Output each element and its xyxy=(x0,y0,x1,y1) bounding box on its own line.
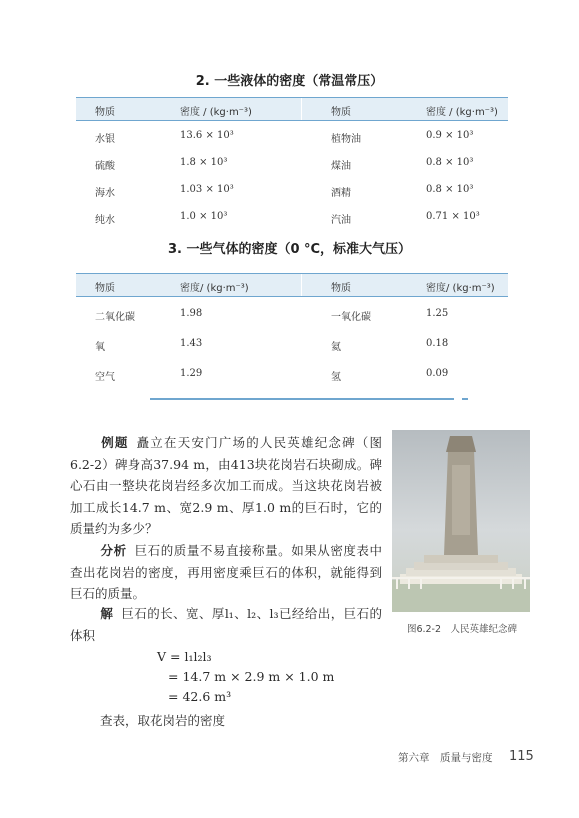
table2-cell: 酒精 xyxy=(331,188,351,199)
analysis-label: 分析 xyxy=(100,543,127,558)
table2-cell: 1.8 × 10³ xyxy=(180,157,228,168)
table2-header-density-2: 密度 / (kg·m⁻³) xyxy=(426,107,498,118)
table2-title: 2. 一些液体的密度（常温常压） xyxy=(195,74,384,89)
table3-cell: 一氧化碳 xyxy=(331,312,371,323)
table2-cell: 1.03 × 10³ xyxy=(180,184,234,195)
table3-header-substance-2: 物质 xyxy=(331,283,351,294)
table3-cell: 氧 xyxy=(95,342,105,353)
table2-cell: 植物油 xyxy=(331,134,361,145)
figure-caption: 图6.2-2 人民英雄纪念碑 xyxy=(406,624,518,635)
lookup-text: 查表，取花岗岩的密度 xyxy=(100,713,226,728)
table2-cell: 海水 xyxy=(95,188,115,199)
example-text: 矗立在天安门广场的人民英雄纪念碑（图6.2-2）碑身高37.94 m，由413块花岗岩石块砌成。碑心石由一整块花岗岩经多次加工而成。当这块花岗岩被加工成长14.7 m、宽2.9 m、厚1.0 m的巨石时，它的质量约为多少？ xyxy=(70,435,382,536)
table3-cell: 0.09 xyxy=(426,368,449,379)
table3-header-substance-1: 物质 xyxy=(95,283,115,294)
table2-cell: 1.0 × 10³ xyxy=(180,211,228,222)
table2-cell: 纯水 xyxy=(95,215,115,226)
table2-cell: 0.71 × 10³ xyxy=(426,211,480,222)
table2-cell: 煤油 xyxy=(331,161,351,172)
page-number: 115 xyxy=(509,749,534,764)
table3-header xyxy=(76,273,508,297)
table2-header xyxy=(76,97,508,121)
table3-title: 3. 一些气体的密度（0 °C，标准大气压） xyxy=(167,242,412,257)
table-end-divider-tick xyxy=(462,398,468,400)
example-paragraph xyxy=(70,432,382,540)
table3-cell: 1.43 xyxy=(180,338,203,349)
table3-cell: 0.18 xyxy=(426,338,449,349)
table3-cell: 空气 xyxy=(95,372,115,383)
table2-cell: 汽油 xyxy=(331,215,351,226)
table3-cell: 二氧化碳 xyxy=(95,312,135,323)
table3-cell: 1.25 xyxy=(426,308,449,319)
solution-text: 巨石的长、宽、厚l₁、l₂、l₃已经给出，巨石的体积 xyxy=(70,606,382,643)
table2-cell: 水银 xyxy=(95,134,115,145)
table3-cell: 1.98 xyxy=(180,308,203,319)
table2-header-substance-1: 物质 xyxy=(95,107,115,118)
solution-paragraph xyxy=(70,603,382,646)
equation-line-2: = 14.7 m × 2.9 m × 1.0 m xyxy=(168,669,335,684)
table2-cell: 0.9 × 10³ xyxy=(426,130,474,141)
table3-cell: 1.29 xyxy=(180,368,203,379)
chapter-footer: 第六章 质量与密度 xyxy=(398,752,493,764)
analysis-text: 巨石的质量不易直接称量。如果从密度表中查出花岗岩的密度，再用密度乘巨石的体积，就能得到巨石的质量。 xyxy=(70,543,382,601)
monument-illustration xyxy=(392,430,530,612)
table2-cell: 0.8 × 10³ xyxy=(426,184,474,195)
table2-header-substance-2: 物质 xyxy=(331,107,351,118)
solution-label: 解 xyxy=(100,606,114,621)
table2-cell: 硫酸 xyxy=(95,161,115,172)
table2-cell: 13.6 × 10³ xyxy=(180,130,234,141)
table-end-divider xyxy=(150,398,454,400)
table3-header-density-2: 密度/ (kg·m⁻³) xyxy=(426,283,495,294)
table2-header-density-1: 密度 / (kg·m⁻³) xyxy=(180,107,252,118)
equation-line-1: V = l₁l₂l₃ xyxy=(157,649,212,664)
table3-cell: 氢 xyxy=(331,372,341,383)
monument-photo xyxy=(392,430,530,612)
table2-cell: 0.8 × 10³ xyxy=(426,157,474,168)
example-label: 例题 xyxy=(100,435,129,450)
equation-line-3: = 42.6 m³ xyxy=(168,689,232,704)
analysis-paragraph xyxy=(70,540,382,605)
lookup-paragraph xyxy=(70,710,382,732)
table3-cell: 氦 xyxy=(331,342,341,353)
table3-header-density-1: 密度/ (kg·m⁻³) xyxy=(180,283,249,294)
